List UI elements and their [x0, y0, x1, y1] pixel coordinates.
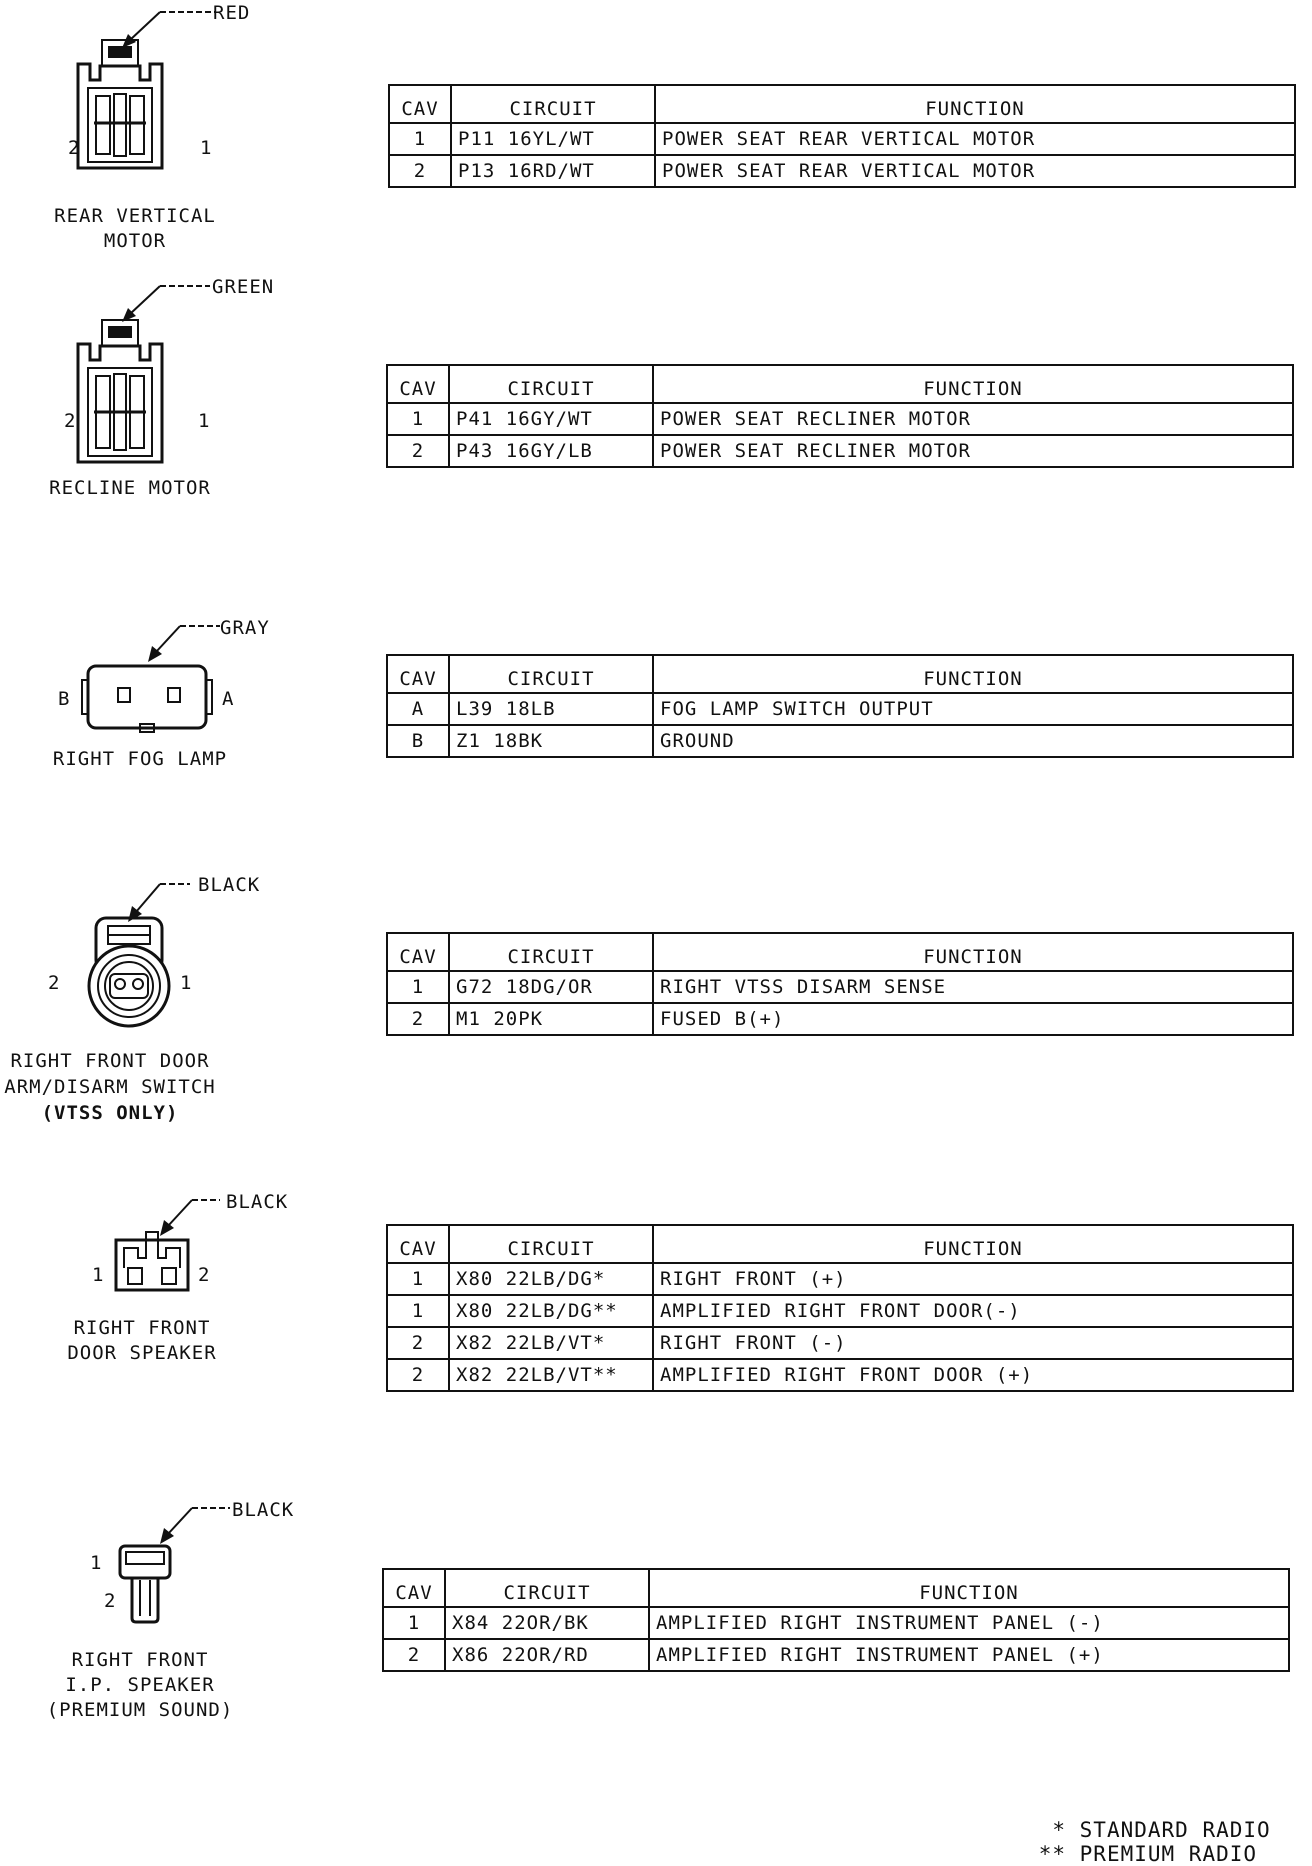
cell-function: POWER SEAT RECLINER MOTOR: [653, 435, 1293, 467]
connector-color-label: GREEN: [212, 276, 275, 298]
connector-name: [32, 1316, 252, 1366]
table-row: [387, 971, 1293, 1003]
pin-label-right: 2: [198, 1264, 211, 1286]
cell-cav: 1: [389, 123, 451, 155]
header-cav: CAV: [387, 655, 449, 693]
connector-name: [0, 1048, 220, 1126]
pin-label-left: 2: [64, 410, 77, 432]
pin-label-left: B: [58, 688, 71, 710]
table-header-row: [383, 1569, 1289, 1607]
header-function: FUNCTION: [653, 1225, 1293, 1263]
table-row: [387, 725, 1293, 757]
connector-name-line: RIGHT FRONT: [73, 1317, 211, 1339]
cell-cav: 2: [387, 435, 449, 467]
pinout-table: [382, 1568, 1290, 1672]
header-circuit: CIRCUIT: [449, 1225, 653, 1263]
connector-recline-motor-icon: [60, 272, 300, 472]
table-row: [387, 1263, 1293, 1295]
table-row: [387, 1003, 1293, 1035]
connector-name: [30, 204, 240, 254]
table-header-row: [389, 85, 1295, 123]
header-cav: CAV: [387, 1225, 449, 1263]
header-circuit: CIRCUIT: [451, 85, 655, 123]
pin-label-right: 1: [200, 137, 213, 159]
table-row: [389, 123, 1295, 155]
pin-label-left: 2: [68, 137, 81, 159]
table-row: [387, 1295, 1293, 1327]
header-cav: CAV: [383, 1569, 445, 1607]
legend-item: [1024, 1842, 1257, 1866]
table-header-row: [387, 655, 1293, 693]
cell-function: AMPLIFIED RIGHT FRONT DOOR(-): [653, 1295, 1293, 1327]
table-header-row: [387, 933, 1293, 971]
connector-name-line: MOTOR: [103, 230, 167, 252]
connector-color-label: BLACK: [198, 874, 261, 896]
connector-name-line: RIGHT FRONT: [71, 1649, 209, 1671]
cell-function: RIGHT FRONT (+): [653, 1263, 1293, 1295]
cell-circuit: P13 16RD/WT: [451, 155, 655, 187]
header-function: FUNCTION: [649, 1569, 1289, 1607]
pin-label-left: 2: [48, 972, 61, 994]
connector-name-line: I.P. SPEAKER: [65, 1674, 215, 1696]
cell-circuit: Z1 18BK: [449, 725, 653, 757]
table-row: [387, 693, 1293, 725]
legend-item: [1024, 1818, 1271, 1842]
cell-function: AMPLIFIED RIGHT FRONT DOOR (+): [653, 1359, 1293, 1391]
cell-function: RIGHT FRONT (-): [653, 1327, 1293, 1359]
pinout-table: [386, 654, 1294, 758]
cell-cav: 2: [389, 155, 451, 187]
cell-circuit: X80 22LB/DG**: [449, 1295, 653, 1327]
pin-label-right: 1: [198, 410, 211, 432]
legend-mark: **: [1038, 1842, 1066, 1866]
connector-name: [40, 748, 240, 770]
table-row: [389, 155, 1295, 187]
pinout-table: [388, 84, 1296, 188]
connector-name-line: (PREMIUM SOUND): [46, 1699, 234, 1721]
cell-function: RIGHT VTSS DISARM SENSE: [653, 971, 1293, 1003]
cell-cav: 2: [387, 1327, 449, 1359]
cell-function: POWER SEAT RECLINER MOTOR: [653, 403, 1293, 435]
pin-label-bottom: 2: [104, 1590, 117, 1612]
table-row: [387, 435, 1293, 467]
cell-cav: B: [387, 725, 449, 757]
pin-label-top: 1: [90, 1552, 103, 1574]
table-header-row: [387, 1225, 1293, 1263]
cell-cav: 1: [387, 1263, 449, 1295]
cell-circuit: P43 16GY/LB: [449, 435, 653, 467]
header-function: FUNCTION: [653, 933, 1293, 971]
pinout-table: [386, 364, 1294, 468]
table-row: [387, 1359, 1293, 1391]
connector-name-line: RIGHT FRONT DOOR: [10, 1050, 210, 1072]
pin-label-right: A: [222, 688, 235, 710]
cell-circuit: X80 22LB/DG*: [449, 1263, 653, 1295]
table-row: [383, 1607, 1289, 1639]
connector-name-line: ARM/DISARM SWITCH: [4, 1076, 216, 1098]
connector-name-line: (VTSS ONLY): [41, 1102, 179, 1124]
cell-circuit: X84 22OR/BK: [445, 1607, 649, 1639]
cell-cav: 1: [383, 1607, 445, 1639]
header-circuit: CIRCUIT: [445, 1569, 649, 1607]
table-row: [387, 403, 1293, 435]
cell-circuit: P41 16GY/WT: [449, 403, 653, 435]
connector-color-label: RED: [213, 2, 251, 24]
header-function: FUNCTION: [653, 655, 1293, 693]
connector-rear-vertical-motor-icon: [60, 0, 300, 180]
cell-cav: 2: [387, 1003, 449, 1035]
cell-circuit: X82 22LB/VT*: [449, 1327, 653, 1359]
header-cav: CAV: [387, 933, 449, 971]
header-cav: CAV: [389, 85, 451, 123]
pinout-table: [386, 932, 1294, 1036]
cell-function: GROUND: [653, 725, 1293, 757]
header-cav: CAV: [387, 365, 449, 403]
cell-cav: 1: [387, 971, 449, 1003]
connector-name-line: RECLINE MOTOR: [49, 477, 211, 499]
connector-arm-disarm-switch-icon: [60, 870, 300, 1050]
cell-function: FOG LAMP SWITCH OUTPUT: [653, 693, 1293, 725]
pinout-table: [386, 1224, 1294, 1392]
cell-cav: 2: [383, 1639, 445, 1671]
legend-text: PREMIUM RADIO: [1079, 1842, 1258, 1866]
connector-name-line: REAR VERTICAL: [54, 205, 216, 227]
header-circuit: CIRCUIT: [449, 655, 653, 693]
connector-name-line: DOOR SPEAKER: [67, 1342, 217, 1364]
table-row: [387, 1327, 1293, 1359]
connector-name-line: RIGHT FOG LAMP: [52, 748, 228, 770]
cell-circuit: G72 18DG/OR: [449, 971, 653, 1003]
cell-function: AMPLIFIED RIGHT INSTRUMENT PANEL (+): [649, 1639, 1289, 1671]
legend-mark: *: [1052, 1818, 1066, 1842]
header-function: FUNCTION: [653, 365, 1293, 403]
cell-cav: 2: [387, 1359, 449, 1391]
connector-name: [30, 477, 230, 499]
table-row: [383, 1639, 1289, 1671]
cell-circuit: L39 18LB: [449, 693, 653, 725]
cell-circuit: X82 22LB/VT**: [449, 1359, 653, 1391]
cell-circuit: P11 16YL/WT: [451, 123, 655, 155]
cell-cav: 1: [387, 1295, 449, 1327]
cell-function: POWER SEAT REAR VERTICAL MOTOR: [655, 123, 1295, 155]
cell-circuit: X86 22OR/RD: [445, 1639, 649, 1671]
cell-circuit: M1 20PK: [449, 1003, 653, 1035]
header-circuit: CIRCUIT: [449, 365, 653, 403]
connector-color-label: BLACK: [232, 1499, 295, 1521]
header-function: FUNCTION: [655, 85, 1295, 123]
cell-function: AMPLIFIED RIGHT INSTRUMENT PANEL (-): [649, 1607, 1289, 1639]
cell-cav: 1: [387, 403, 449, 435]
cell-function: FUSED B(+): [653, 1003, 1293, 1035]
pin-label-right: 1: [180, 972, 193, 994]
header-circuit: CIRCUIT: [449, 933, 653, 971]
connector-color-label: BLACK: [226, 1191, 289, 1213]
connector-color-label: GRAY: [220, 617, 270, 639]
cell-function: POWER SEAT REAR VERTICAL MOTOR: [655, 155, 1295, 187]
legend-text: STANDARD RADIO: [1079, 1818, 1271, 1842]
table-header-row: [387, 365, 1293, 403]
cell-cav: A: [387, 693, 449, 725]
connector-name: [30, 1648, 250, 1723]
pin-label-left: 1: [92, 1264, 105, 1286]
